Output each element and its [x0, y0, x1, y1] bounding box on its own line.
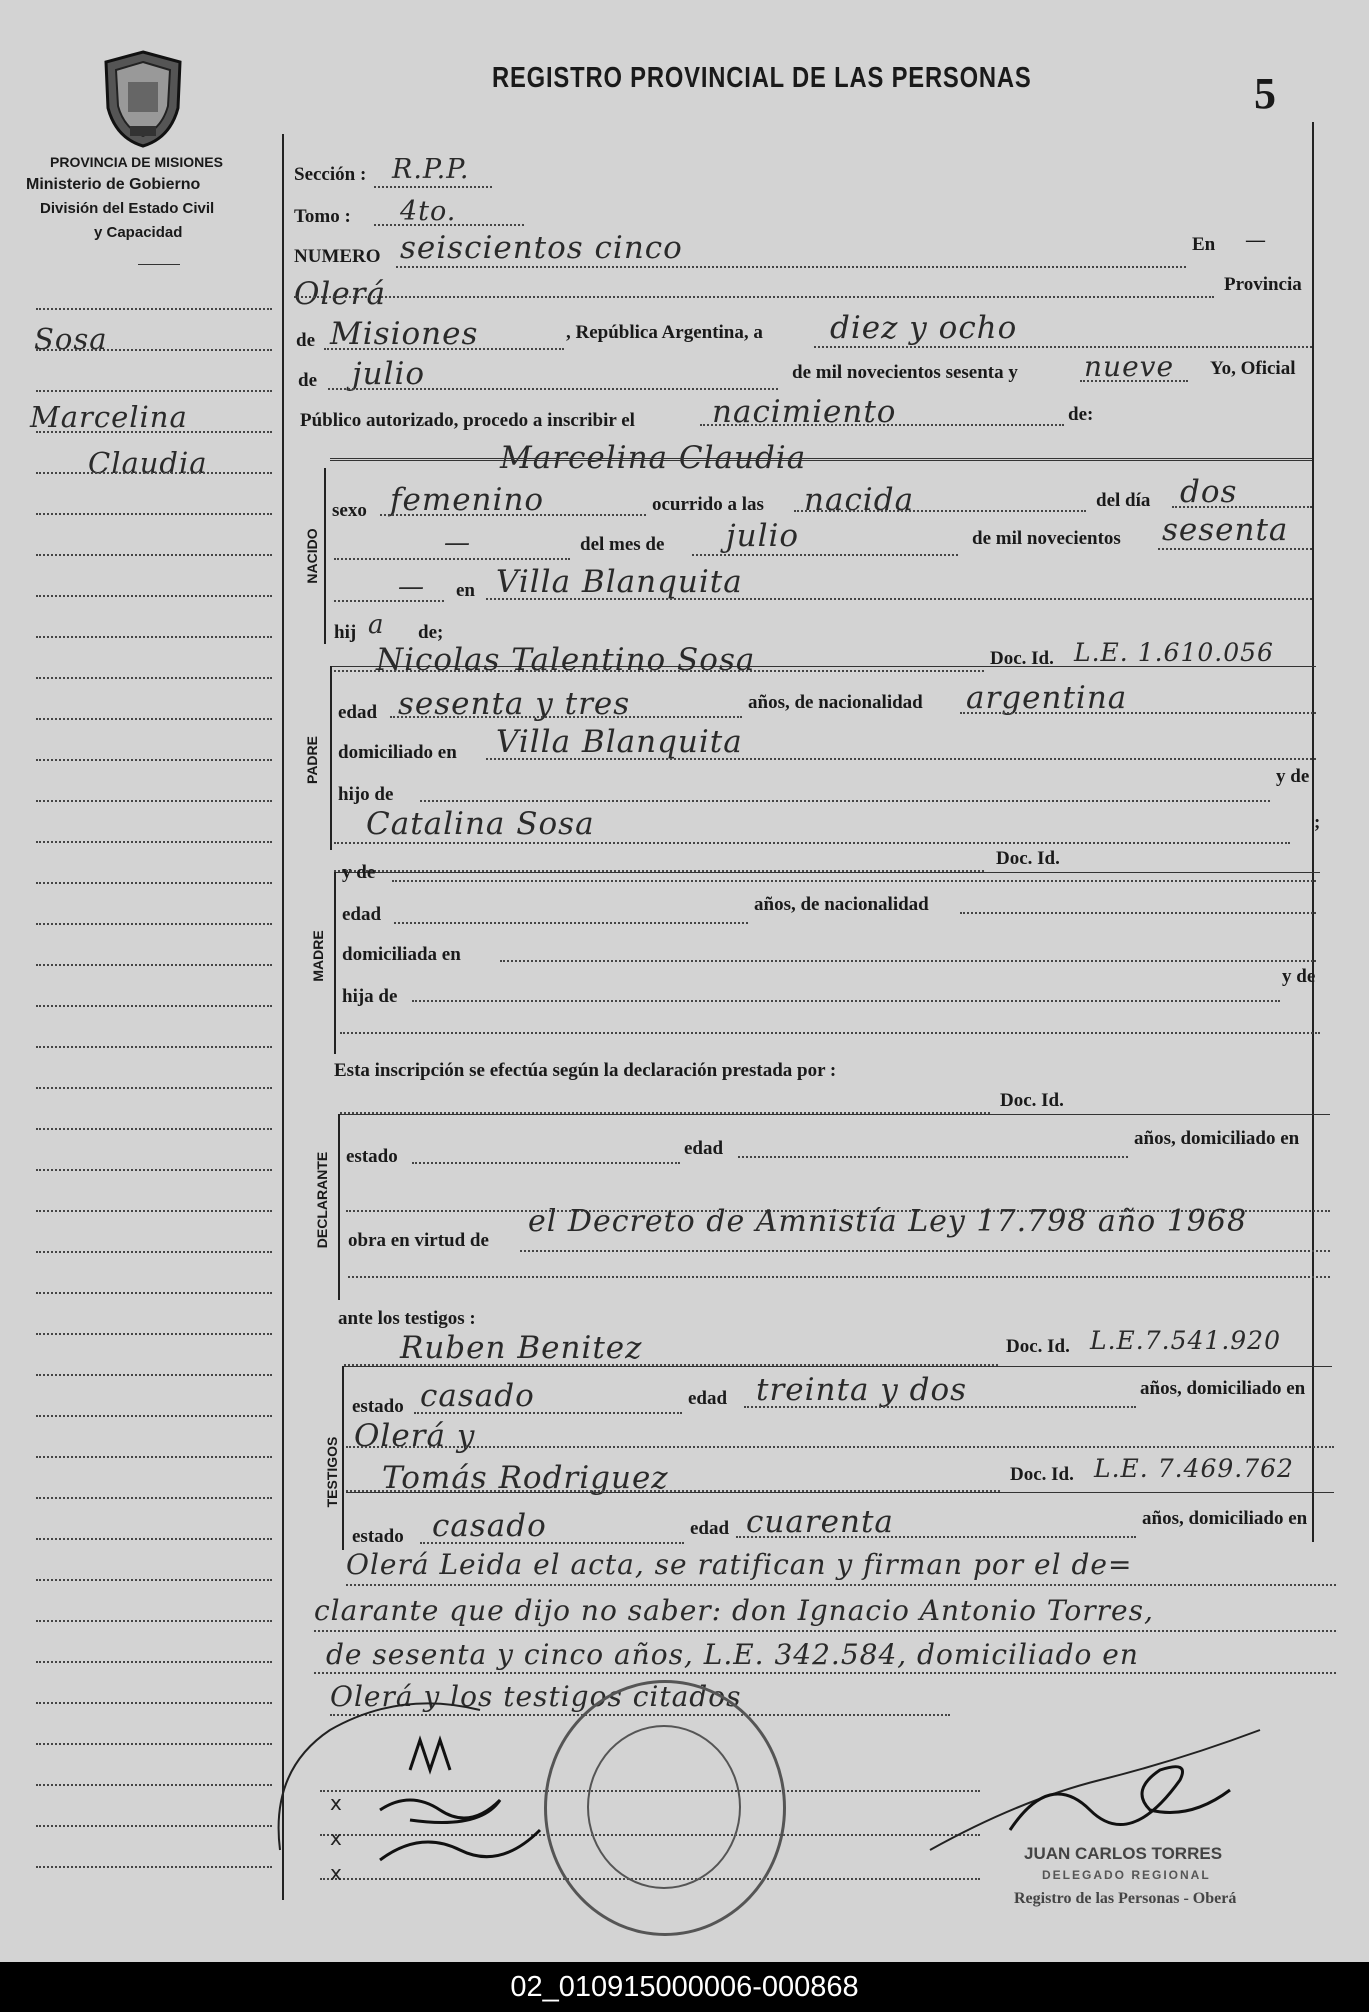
hij-label: hij: [334, 622, 357, 643]
padre-nac-value: argentina: [966, 680, 1128, 716]
de-mil-nov-label: de mil novecientos: [972, 528, 1121, 549]
closing-line-1: Olerá Leida el acta, se ratifican y firman por el de=: [346, 1548, 1133, 1581]
anio-nac-value: sesenta: [1162, 512, 1289, 548]
en-value: —: [1246, 230, 1265, 251]
sexo-label: sexo: [332, 500, 367, 521]
tomo-line: [374, 224, 524, 226]
anio-value: nueve: [1084, 350, 1175, 383]
padre-madre-line: [334, 842, 1290, 844]
closing-rule-1: [346, 1584, 1336, 1586]
hij-suffix-value: a: [368, 610, 385, 640]
t1-nombre-value: Ruben Benitez: [400, 1330, 643, 1366]
fecha-dia-line: [814, 346, 1312, 348]
coat-of-arms-seal: [100, 48, 186, 148]
document-title: REGISTRO PROVINCIAL DE LAS PERSONAS: [492, 62, 1032, 94]
de-semi-label: de;: [418, 622, 444, 643]
numero-line: [396, 266, 1186, 268]
hora-line: [794, 510, 1086, 512]
margin-ruled-line: [36, 1620, 272, 1622]
del-mes-label: del mes de: [580, 534, 665, 555]
padre-dom-line: [486, 758, 1316, 760]
margin-ruled-line: [36, 431, 272, 433]
t2-edad-line: [736, 1536, 1136, 1538]
lugar-value: Villa Blanquita: [496, 564, 743, 600]
margin-ruled-line: [36, 1538, 272, 1540]
madre-bottom-line: [340, 1032, 1320, 1034]
margin-given-name-1: Marcelina: [30, 400, 188, 434]
de-colon-label: de:: [1068, 404, 1094, 425]
margin-ruled-line: [36, 1497, 272, 1499]
officer-title: DELEGADO REGIONAL: [1042, 1868, 1211, 1882]
t1-edad-value: treinta y dos: [756, 1372, 968, 1408]
office-line-2: Ministerio de Gobierno: [26, 176, 201, 193]
margin-ruled-line: [36, 1825, 272, 1827]
dia-value: dos: [1180, 474, 1238, 510]
padre-semicolon: ;: [1314, 812, 1321, 833]
madre-top-rule: [334, 872, 1320, 873]
madre-vertical-label: MADRE: [310, 930, 326, 982]
t1-doc-value: L.E.7.541.920: [1090, 1326, 1281, 1355]
testigos-top-rule: [342, 1366, 1332, 1367]
t1-doc-label: Doc. Id.: [1006, 1336, 1070, 1357]
margin-ruled-line: [36, 308, 272, 310]
left-margin-rule: [282, 134, 284, 1900]
padre-hijo-de-line: [420, 800, 1270, 802]
margin-ruled-line: [36, 1702, 272, 1704]
numero-label: NUMERO: [294, 246, 381, 267]
svg-text:x: x: [330, 1791, 342, 1815]
margin-ruled-line: [36, 349, 272, 351]
closing-rule-3: [314, 1672, 1336, 1674]
yo-oficial-label: Yo, Oficial: [1210, 358, 1296, 379]
obra-label: obra en virtud de: [348, 1230, 489, 1251]
margin-ruled-line: [36, 1169, 272, 1171]
seccion-value: R.P.P.: [392, 154, 470, 185]
t2-nombre-value: Tomás Rodriguez: [382, 1460, 669, 1496]
madre-hija-de-label: hija de: [342, 986, 398, 1007]
madre-y-de-line: [392, 880, 1316, 882]
madre-edad-line: [394, 922, 748, 924]
dia-line: [1172, 506, 1312, 508]
margin-ruled-line: [36, 390, 272, 392]
provincia-value: Misiones: [330, 316, 479, 352]
closing-line-4: Olerá y los testigos citados: [330, 1680, 742, 1713]
witness-signatures: [260, 1690, 600, 1900]
de-label-2: de: [298, 370, 317, 391]
t2-doc-value: L.E. 7.469.762: [1094, 1454, 1294, 1483]
numero-value: seiscientos cinco: [400, 230, 683, 266]
margin-ruled-line: [36, 1374, 272, 1376]
sexo-value: femenino: [390, 482, 545, 518]
office-line-3: División del Estado Civil: [40, 200, 215, 217]
mes-line: [692, 554, 958, 556]
acto-value: nacimiento: [712, 394, 897, 430]
office-line-4: y Capacidad: [94, 224, 183, 241]
officer-name: JUAN CARLOS TORRES: [1024, 1844, 1223, 1863]
madre-y-de-label: y de: [342, 862, 376, 883]
fecha-mes-value: julio: [352, 356, 426, 392]
madre-hija-de-line: [412, 1000, 1280, 1002]
declarante-anos-dom-label: años, domiciliado en: [1134, 1128, 1300, 1149]
officer-office: Registro de las Personas - Oberá: [1014, 1890, 1237, 1907]
svg-text:x: x: [330, 1826, 342, 1850]
declarante-doc-label: Doc. Id.: [1000, 1090, 1064, 1111]
madre-domiciliada-label: domiciliada en: [342, 944, 461, 965]
margin-ruled-line: [36, 513, 272, 515]
madre-anos-nac-label: años, de nacionalidad: [754, 894, 929, 915]
officer-signature: [920, 1720, 1280, 1860]
provincia-line: [324, 348, 564, 350]
declarante-estado-label: estado: [346, 1146, 398, 1167]
margin-ruled-line: [36, 595, 272, 597]
padre-edad-value: sesenta y tres: [398, 686, 631, 722]
dash-1-line: [334, 558, 570, 560]
ante-testigos-label: ante los testigos :: [338, 1308, 476, 1329]
t1-dom-value: Olerá y: [354, 1418, 476, 1454]
page-number: 5: [1254, 69, 1276, 118]
madre-bracket: [334, 872, 336, 1054]
margin-surname: Sosa: [34, 322, 108, 356]
margin-ruled-line: [36, 1005, 272, 1007]
mil-novecientos-label: de mil novecientos sesenta y: [792, 362, 1018, 383]
margin-ruled-line: [36, 1046, 272, 1048]
padre-hijo-de-value: Catalina Sosa: [366, 806, 595, 842]
ocurrido-label: ocurrido a las: [652, 494, 764, 515]
t2-anos-dom-label: años, domiciliado en: [1142, 1508, 1308, 1529]
margin-ruled-line: [36, 636, 272, 638]
esta-inscripcion-label: Esta inscripción se efectúa según la declaración prestada por :: [334, 1060, 837, 1081]
padre-nac-line: [960, 712, 1316, 714]
t1-edad-line: [744, 1406, 1136, 1408]
declarante-edad-line: [738, 1156, 1128, 1158]
margin-ruled-line: [36, 1333, 272, 1335]
padre-vertical-label: PADRE: [304, 736, 320, 784]
padre-edad-label: edad: [338, 702, 378, 723]
tomo-value: 4to.: [400, 196, 457, 227]
republica-label: , República Argentina, a: [566, 322, 763, 343]
t1-estado-value: casado: [420, 1378, 535, 1414]
t1-edad-label: edad: [688, 1388, 728, 1409]
margin-ruled-line: [36, 1210, 272, 1212]
nacido-bracket: [324, 468, 326, 644]
declarante-estado-line: [412, 1162, 680, 1164]
publico-label: Público autorizado, procedo a inscribir el: [300, 410, 635, 431]
declarante-edad-label: edad: [684, 1138, 724, 1159]
nombre-value: Marcelina Claudia: [500, 440, 807, 476]
madre-edad-label: edad: [342, 904, 382, 925]
seccion-line: [374, 186, 492, 188]
en-label: En: [1192, 234, 1216, 255]
margin-ruled-line: [36, 1743, 272, 1745]
t1-anos-dom-label: años, domiciliado en: [1140, 1378, 1306, 1399]
place-value: Olerá: [294, 276, 386, 312]
hora-value: nacida: [804, 482, 915, 518]
margin-ruled-line: [36, 677, 272, 679]
margin-ruled-line: [36, 718, 272, 720]
madre-dom-line: [500, 960, 1316, 962]
obra-value: el Decreto de Amnistía Ley 17.798 año 1968: [528, 1204, 1248, 1239]
padre-dom-value: Villa Blanquita: [496, 724, 743, 760]
t1-dom-line: [346, 1446, 1334, 1448]
en-place-label: en: [456, 580, 475, 601]
padre-nombre-value: Nicolas Talentino Sosa: [376, 642, 756, 678]
declarante-top-rule: [338, 1114, 1330, 1115]
margin-ruled-line: [36, 1415, 272, 1417]
tomo-label: Tomo :: [294, 206, 351, 227]
t1-estado-line: [414, 1412, 682, 1414]
fecha-mes-line: [328, 388, 778, 390]
testigos-vertical-label: TESTIGOS: [324, 1436, 340, 1508]
declarante-bracket: [338, 1114, 340, 1300]
closing-line-3: de sesenta y cinco años, L.E. 342.584, domiciliado en: [326, 1638, 1139, 1671]
provincia-label: Provincia: [1224, 274, 1302, 295]
nacido-vertical-label: NACIDO: [304, 528, 320, 584]
margin-ruled-line: [36, 882, 272, 884]
margin-ruled-line: [36, 1579, 272, 1581]
t2-estado-value: casado: [432, 1508, 547, 1544]
obra-line: [520, 1250, 1330, 1252]
t2-rule: [346, 1492, 1334, 1493]
margin-ruled-line: [36, 800, 272, 802]
padre-nombre-line: [334, 670, 984, 672]
archive-code-bar: [0, 1962, 1369, 2012]
madre-y-de-end-label: y de: [1282, 966, 1316, 987]
t2-edad-label: edad: [690, 1518, 730, 1539]
padre-edad-line: [390, 716, 742, 718]
fecha-dia-value: diez y ocho: [830, 310, 1018, 346]
anio-nac-line: [1158, 548, 1312, 550]
dash-2-line: [334, 600, 444, 602]
dash-1-value: —: [444, 528, 471, 558]
margin-ruled-line: [36, 923, 272, 925]
margin-ruled-line: [36, 1661, 272, 1663]
t2-doc-label: Doc. Id.: [1010, 1464, 1074, 1485]
margin-ruled-line: [36, 841, 272, 843]
anio-line: [1080, 380, 1188, 382]
margin-given-name-2: Claudia: [88, 446, 208, 480]
acto-line: [700, 424, 1064, 426]
margin-ruled-line: [36, 1128, 272, 1130]
t2-estado-line: [420, 1542, 684, 1544]
margin-ruled-line: [36, 1087, 272, 1089]
dash-2-value: —: [398, 572, 425, 602]
nombre-line: [330, 458, 1312, 461]
padre-bracket: [330, 666, 332, 850]
t2-edad-value: cuarenta: [746, 1504, 894, 1540]
declarante-vertical-label: DECLARANTE: [314, 1151, 330, 1249]
place-line: [294, 296, 1214, 298]
padre-hijo-de-label: hijo de: [338, 784, 394, 805]
mes-value: julio: [726, 518, 800, 554]
sexo-line: [380, 514, 646, 516]
padre-domiciliado-label: domiciliado en: [338, 742, 457, 763]
seccion-label: Sección :: [294, 164, 367, 185]
svg-text:x: x: [330, 1861, 342, 1885]
lugar-line: [486, 598, 1312, 600]
de-label-1: de: [296, 330, 315, 351]
closing-rule-2: [314, 1630, 1336, 1632]
office-line-1: PROVINCIA DE MISIONES: [50, 154, 223, 170]
obra-line-2: [348, 1276, 1330, 1278]
official-stamp-inner: [587, 1725, 741, 1889]
padre-doc-label: Doc. Id.: [990, 648, 1054, 669]
archive-code: 02_010915000006-000868: [510, 1971, 859, 2003]
margin-ruled-line: [36, 964, 272, 966]
madre-doc-label: Doc. Id.: [996, 848, 1060, 869]
padre-doc-value: L.E. 1.610.056: [1074, 638, 1274, 667]
padre-anos-nac-label: años, de nacionalidad: [748, 692, 923, 713]
margin-ruled-line: [36, 1784, 272, 1786]
margin-ruled-line: [36, 1456, 272, 1458]
margin-ruled-line: [36, 554, 272, 556]
margin-ruled-line: [36, 759, 272, 761]
testigos-bracket: [342, 1366, 344, 1550]
margin-ruled-line: [36, 1866, 272, 1868]
office-underline: [138, 264, 180, 265]
t2-estado-label: estado: [352, 1526, 404, 1547]
del-dia-label: del día: [1096, 490, 1151, 511]
madre-nac-line: [960, 912, 1316, 914]
margin-ruled-line: [36, 1292, 272, 1294]
margin-ruled-line: [36, 472, 272, 474]
closing-line-2: clarante que dijo no saber: don Ignacio Antonio Torres,: [314, 1594, 1154, 1627]
margin-ruled-line: [36, 1251, 272, 1253]
t1-estado-label: estado: [352, 1396, 404, 1417]
padre-y-de-label: y de: [1276, 766, 1310, 787]
